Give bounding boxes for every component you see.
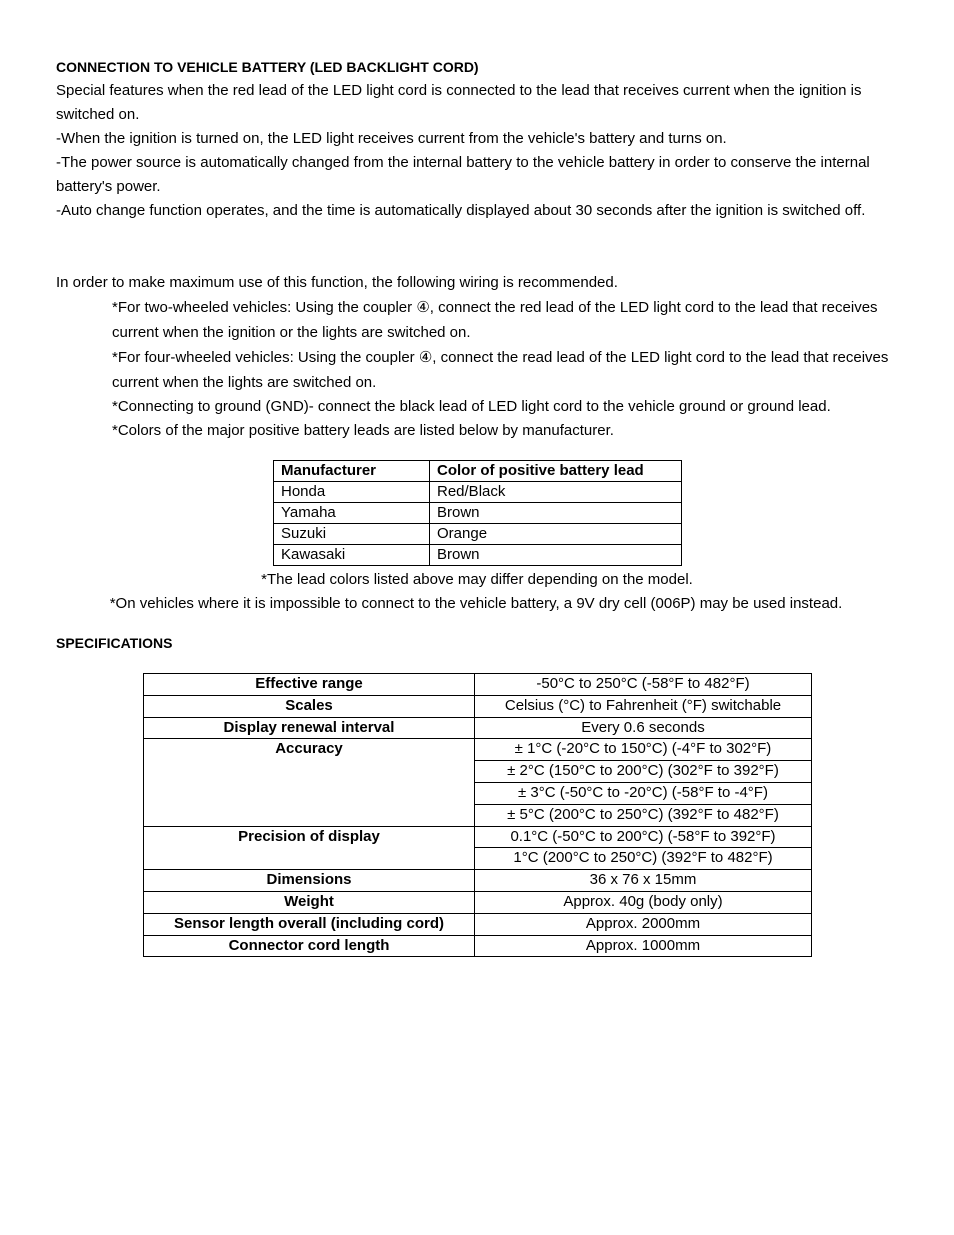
recommend-text: In order to make maximum use of this function, the following wiring is recommended. [56, 274, 618, 291]
manufacturer-table [273, 460, 682, 566]
table-row [274, 503, 682, 524]
spec-value: ± 5°C (200°C to 250°C) (392°F to 482°F) [475, 804, 812, 826]
specifications-table [143, 673, 812, 957]
table-row [144, 870, 812, 892]
note-two-wheeled: *For two-wheeled vehicles: Using the coupler ④, connect the red lead of the LED light cord to the lead that receives current when the ignition or the lights are switched on. [112, 299, 878, 341]
connection-heading: CONNECTION TO VEHICLE BATTERY (LED BACKLIGHT CORD) [56, 59, 479, 75]
table-header-color: Color of positive battery lead [430, 461, 682, 482]
spec-value: Approx. 40g (body only) [475, 891, 812, 913]
connection-intro: Special features when the red lead of the LED light cord is connected to the lead that receives current when the ignition is switched on. [56, 82, 862, 123]
lead-color-cell: Orange [430, 524, 682, 545]
spec-value: 1°C (200°C to 250°C) (392°F to 482°F) [475, 848, 812, 870]
lead-color-cell: Brown [430, 545, 682, 566]
manufacturer-cell: Kawasaki [274, 545, 430, 566]
spec-value: ± 2°C (150°C to 200°C) (302°F to 392°F) [475, 761, 812, 783]
connection-point-2: -The power source is automatically changed from the internal battery to the vehicle battery in order to conserve the internal battery's power. [56, 154, 870, 195]
lead-color-cell: Red/Black [430, 482, 682, 503]
lead-color-cell: Brown [430, 503, 682, 524]
spec-value: Celsius (°C) to Fahrenheit (°F) switchable [475, 695, 812, 717]
spec-label: Connector cord length [144, 935, 475, 957]
spec-label: Dimensions [144, 870, 475, 892]
table-row [144, 891, 812, 913]
manufacturer-cell: Honda [274, 482, 430, 503]
connection-point-3: -Auto change function operates, and the time is automatically displayed about 30 seconds after the ignition is switched off. [56, 202, 866, 219]
note-ground: *Connecting to ground (GND)- connect the black lead of LED light cord to the vehicle ground or ground lead. [112, 398, 831, 415]
spec-label: Scales [144, 695, 475, 717]
table-row [144, 826, 812, 848]
table-row [274, 545, 682, 566]
spec-label: Precision of display [144, 826, 475, 870]
spec-value: 0.1°C (-50°C to 200°C) (-58°F to 392°F) [475, 826, 812, 848]
note-colors: *Colors of the major positive battery leads are listed below by manufacturer. [112, 422, 614, 439]
manufacturer-cell: Suzuki [274, 524, 430, 545]
note-four-wheeled: *For four-wheeled vehicles: Using the coupler ④, connect the read lead of the LED light cord to the lead that receives current when the lights are switched on. [112, 349, 889, 391]
specifications-heading: SPECIFICATIONS [56, 635, 173, 651]
table-row [144, 695, 812, 717]
spec-value: ± 1°C (-20°C to 150°C) (-4°F to 302°F) [475, 739, 812, 761]
table-row [274, 482, 682, 503]
spec-value: -50°C to 250°C (-58°F to 482°F) [475, 674, 812, 696]
table-row [144, 739, 812, 761]
spec-label: Effective range [144, 674, 475, 696]
table-row [274, 524, 682, 545]
table-row [144, 717, 812, 739]
spec-label: Accuracy [144, 739, 475, 826]
table-header-manufacturer: Manufacturer [274, 461, 430, 482]
spec-value: Every 0.6 seconds [475, 717, 812, 739]
spec-label: Weight [144, 891, 475, 913]
spec-value: Approx. 1000mm [475, 935, 812, 957]
footnote-lead-colors: *The lead colors listed above may differ depending on the model. [261, 571, 693, 588]
table-row [144, 913, 812, 935]
connection-point-1: -When the ignition is turned on, the LED light receives current from the vehicle's battery and turns on. [56, 130, 727, 147]
spec-label: Display renewal interval [144, 717, 475, 739]
table-row [144, 674, 812, 696]
spec-label: Sensor length overall (including cord) [144, 913, 475, 935]
table-header-row [274, 461, 682, 482]
spec-value: ± 3°C (-50°C to -20°C) (-58°F to -4°F) [475, 782, 812, 804]
footnote-dry-cell: *On vehicles where it is impossible to connect to the vehicle battery, a 9V dry cell (006P) may be used instead. [109, 595, 843, 612]
table-row [144, 935, 812, 957]
spec-value: 36 x 76 x 15mm [475, 870, 812, 892]
manufacturer-cell: Yamaha [274, 503, 430, 524]
spec-value: Approx. 2000mm [475, 913, 812, 935]
